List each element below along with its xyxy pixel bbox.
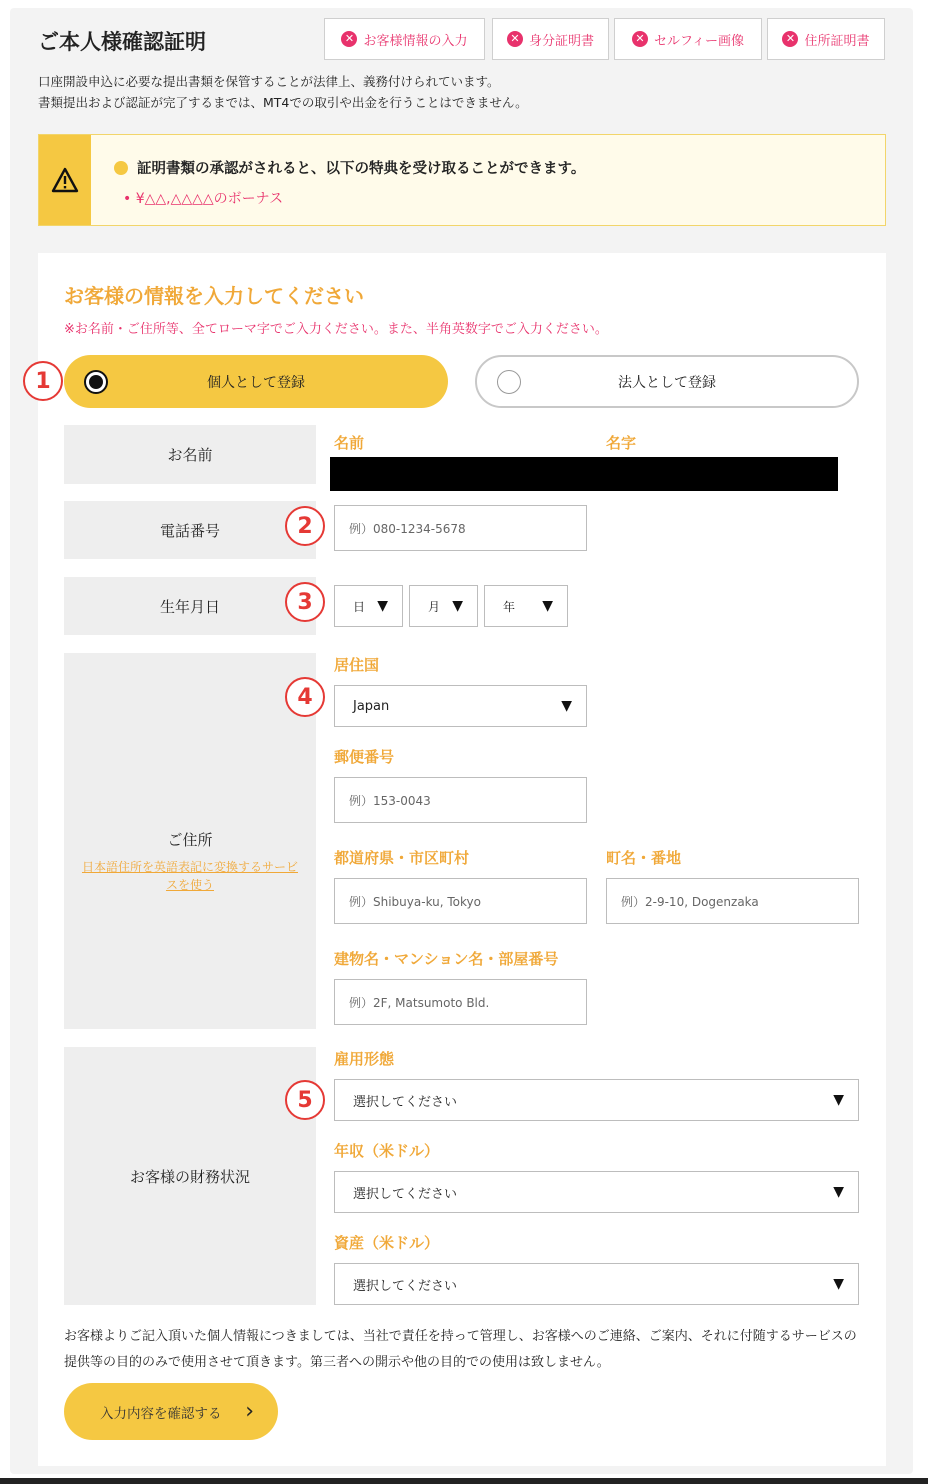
warning-panel [39,135,91,225]
income-label: 年収（米ドル） [334,1142,440,1160]
warning-triangle-icon [51,167,79,193]
name-row-label-text: お名前 [167,446,213,464]
dropdown-arrow-icon: ▼ [542,598,553,614]
country-label: 居住国 [334,656,380,674]
dropdown-arrow-icon: ▼ [377,598,388,614]
confirm-button[interactable] [64,1383,278,1440]
tab-selfie[interactable] [614,18,762,60]
last-name-label: 名字 [606,434,637,452]
city-placeholder: 例）Shibuya-ku, Tokyo [349,894,481,909]
assets-label: 資産（米ドル） [334,1234,440,1252]
country-select[interactable] [334,685,587,727]
employment-value: 選択してください [353,1094,458,1110]
assets-value: 選択してください [353,1278,458,1294]
register-corporate-option[interactable] [475,355,859,408]
city-label: 都道府県・市区町村 [334,849,470,867]
country-value: Japan [353,698,390,714]
employment-label: 雇用形態 [334,1050,395,1068]
building-label: 建物名・マンション名・部屋番号 [334,950,559,968]
step-number-badge: 3 [285,582,325,622]
tab-label: セルフィー画像 [654,33,744,49]
step-number-badge: 5 [285,1080,325,1120]
description-line-1: 口座開設申込に必要な提出書類を保管することが法律上、義務付けられています。 [38,74,500,89]
postal-code-label: 郵便番号 [334,748,395,766]
bonus-item: • ¥△△,△△△△のボーナス [123,191,284,207]
bonus-text: ¥△△,△△△△のボーナス [135,191,284,207]
confirm-button-label: 入力内容を確認する [100,1405,222,1422]
dropdown-arrow-icon: ▼ [833,1276,844,1292]
street-input[interactable] [606,878,859,924]
chevron-right-icon: › [245,1399,254,1424]
dropdown-arrow-icon: ▼ [833,1092,844,1108]
income-select[interactable] [334,1171,859,1213]
tab-label: お客様情報の入力 [363,33,468,49]
step-number-badge: 1 [23,361,63,401]
close-circle-icon: ✕ [782,31,798,47]
close-circle-icon: ✕ [632,31,648,47]
phone-row-label-text: 電話番号 [159,521,220,540]
postal-code-input[interactable] [334,777,587,823]
register-individual-option[interactable] [64,355,448,408]
register-corporate-label: 法人として登録 [618,374,716,391]
address-conversion-link[interactable]: 日本語住所を英語表記に変換するサービスを使う [81,859,298,892]
birth-day-select[interactable] [334,585,403,627]
bottom-border [0,1478,928,1484]
phone-placeholder: 例）080-1234-5678 [349,521,466,536]
notice-headline-text: 証明書類の承認がされると、以下の特典を受け取ることができます。 [137,161,586,177]
phone-row-label [64,501,316,559]
income-value: 選択してください [353,1186,458,1202]
birthdate-row-label [64,577,316,635]
birth-year-value: 年 [503,599,516,614]
phone-input[interactable] [334,505,587,551]
finance-row-label [64,1047,316,1305]
privacy-notice: お客様よりご記入頂いた個人情報につきましては、当社で責任を持って管理し、お客様へのご連絡、ご案内、それに付随するサービスの提供等の目的のみで使用させて頂きます。第三者への開示や他の目的での使用は致しません。 [64,1329,857,1370]
first-name-label: 名前 [334,434,365,452]
birth-month-select[interactable] [409,585,478,627]
register-individual-label: 個人として登録 [207,374,305,391]
postal-code-placeholder: 例）153-0043 [349,793,431,808]
step-number-badge: 4 [285,677,325,717]
dropdown-arrow-icon: ▼ [561,698,572,714]
street-placeholder: 例）2-9-10, Dogenzaka [621,894,759,909]
birth-year-select[interactable] [484,585,568,627]
page-title: ご本人様確認証明 [38,30,206,54]
bullet-dot-icon [114,161,128,175]
tab-label: 住所証明書 [804,33,870,49]
city-input[interactable] [334,878,587,924]
address-row-label [64,653,316,1029]
close-circle-icon: ✕ [507,31,523,47]
close-circle-icon: ✕ [341,31,357,47]
employment-select[interactable] [334,1079,859,1121]
assets-select[interactable] [334,1263,859,1305]
tab-identity-document[interactable] [492,18,609,60]
street-label: 町名・番地 [606,849,682,867]
bonus-notice [38,134,886,226]
form-note: ※お名前・ご住所等、全てローマ字でご入力ください。また、半角英数字でご入力ください。 [64,322,608,337]
notice-headline [114,157,585,178]
address-row-label-text: ご住所 [167,830,213,849]
tab-customer-info[interactable] [324,18,485,60]
name-row-label [64,425,316,484]
name-inputs-redacted[interactable] [330,457,838,491]
form-title: お客様の情報を入力してください [64,284,364,308]
birth-day-value: 日 [353,599,366,614]
description-line-2: 書類提出および認証が完了するまでは、MT4での取引や出金を行うことはできません。 [38,95,528,110]
dropdown-arrow-icon: ▼ [452,598,463,614]
birth-month-value: 月 [428,599,441,614]
building-placeholder: 例）2F, Matsumoto Bld. [349,995,490,1010]
finance-row-label-text: お客様の財務状況 [129,1167,250,1186]
birthdate-row-label-text: 生年月日 [159,597,220,616]
tab-label: 身分証明書 [528,33,594,49]
dropdown-arrow-icon: ▼ [833,1184,844,1200]
building-input[interactable] [334,979,587,1025]
tab-address-proof[interactable] [767,18,885,60]
step-number-badge: 2 [285,506,325,546]
